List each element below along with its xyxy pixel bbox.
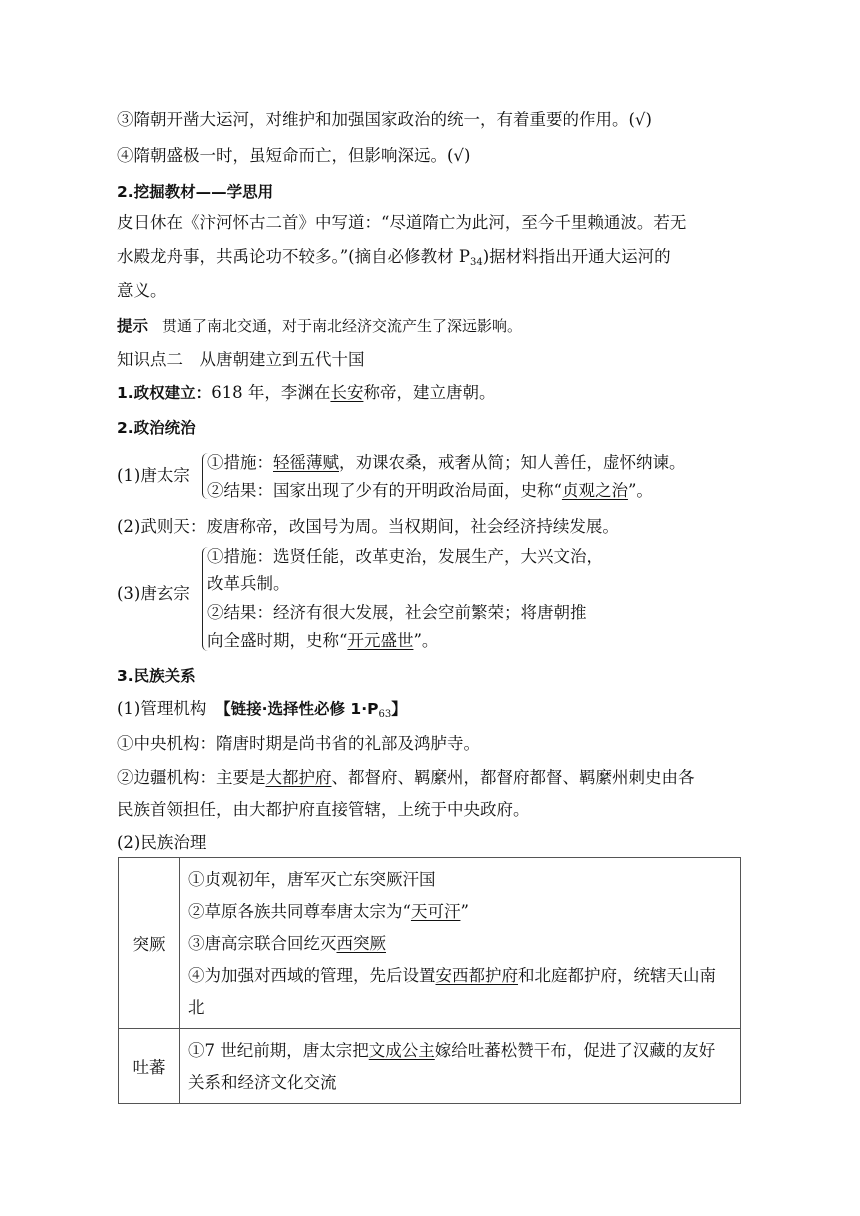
hint-text: 贯通了南北交通，对于南北经济交流产生了深远影响。 — [162, 317, 523, 335]
section-heading-textbook: 2.挖掘教材——学思用 — [117, 183, 274, 201]
table-cell-tubo: 吐蕃 — [119, 1029, 180, 1104]
management-heading: (1)管理机构 【链接·选择性必修 $1\cdot P_{63}$】 — [117, 699, 407, 720]
xuanzong-label: (3)唐玄宗 — [117, 584, 190, 603]
taizong-measures: ①措施：轻徭薄赋，劝课农桑，戒奢从简；知人善任，虚怀纳谏。 — [207, 453, 686, 472]
regime-establishment: 1.政权建立：618 年，李渊在长安称帝，建立唐朝。 — [117, 383, 496, 402]
ethnic-governance-heading: (2)民族治理 — [117, 833, 207, 852]
taizong-result: ②结果：国家出现了少有的开明政治局面，史称“贞观之治”。 — [207, 481, 653, 500]
table-row — [119, 858, 741, 1029]
hint — [117, 316, 522, 336]
table-cell-tujue-content: ①贞观初年，唐军灭亡东突厥汗国 ②草原各族共同尊奉唐太宗为“天可汗” ③唐高宗联合回纥灭西突厥 ④为加强对西域的管理，先后设置安西都护府和北庭都护府，统辖天山南 北 — [180, 858, 741, 1029]
statement-3: ③隋朝开凿大运河，对维护和加强国家政治的统一，有着重要的作用。(√) — [117, 110, 652, 129]
paragraph-line: 意义。 — [117, 281, 167, 300]
section-heading-ethnic: 3.民族关系 — [117, 667, 196, 685]
hint-label: 提示 — [117, 317, 149, 335]
section-heading-politics: 2.政治统治 — [117, 419, 196, 437]
central-institution: ①中央机构：隋唐时期是尚书省的礼部及鸿胪寺。 — [117, 734, 480, 753]
statement-4: ④隋朝盛极一时，虽短命而亡，但影响深远。(√) — [117, 146, 471, 165]
table-cell-tubo-content: ①7 世纪前期，唐太宗把文成公主嫁给吐蕃松赞干布，促进了汉藏的友好 关系和经济文化交流 — [180, 1029, 741, 1104]
ethnic-governance-table — [118, 857, 741, 1104]
table-row — [119, 1029, 741, 1104]
paragraph-line: 皮日休在《汴河怀古二首》中写道：“尽道隋亡为此河，至今千里赖通波。若无 — [117, 213, 687, 232]
xuanzong-measures-cont: 改革兵制。 — [207, 574, 290, 593]
frontier-institution: ②边疆机构：主要是大都护府、都督府、羁縻州，都督府都督、羁縻州刺史由各 — [117, 768, 695, 787]
paragraph-line: 水殿龙舟事，共禹论功不较多。”(摘自必修教材 $P_{34}$)据材料指出开通大运河的 — [117, 247, 671, 268]
xuanzong-result-cont: 向全盛时期，史称“开元盛世”。 — [207, 631, 439, 650]
taizong-label: (1)唐太宗 — [117, 466, 190, 485]
xuanzong-result: ②结果：经济有很大发展，社会空前繁荣；将唐朝推 — [207, 603, 587, 622]
table-cell-tujue: 突厥 — [119, 858, 180, 1029]
xuanzong-measures: ①措施：选贤任能，改革吏治，发展生产，大兴文治， — [207, 547, 603, 566]
knowledge-point-title: 知识点二 从唐朝建立到五代十国 — [117, 350, 365, 369]
frontier-institution-cont: 民族首领担任，由大都护府直接管辖，上统于中央政府。 — [117, 800, 530, 819]
wu-zetian: (2)武则天：废唐称帝，改国号为周。当权期间，社会经济持续发展。 — [117, 517, 619, 536]
